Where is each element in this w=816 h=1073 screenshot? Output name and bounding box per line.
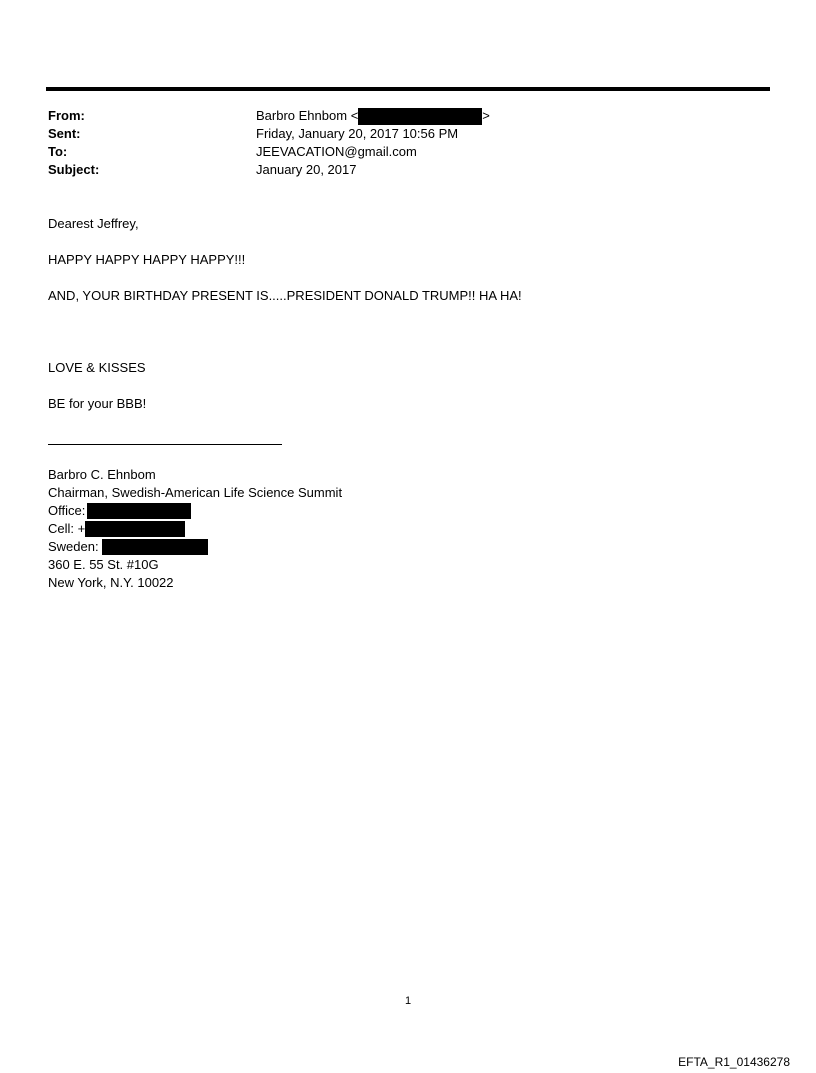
- from-open-bracket: <: [350, 108, 359, 123]
- signoff: BE for your BBB!: [48, 396, 147, 411]
- sweden-label: Sweden:: [48, 539, 99, 554]
- office-phone-redaction: [87, 503, 191, 519]
- to-label: To:: [48, 144, 68, 159]
- sent-value: Friday, January 20, 2017 10:56 PM: [256, 126, 459, 141]
- signature-office: [48, 503, 191, 519]
- from-close-bracket: >: [482, 108, 490, 123]
- signature-address-1: 360 E. 55 St. #10G: [48, 557, 159, 572]
- page-number: 1: [404, 995, 412, 1007]
- office-label: Office:: [48, 503, 86, 518]
- signature-rule: [48, 444, 282, 445]
- subject-value: January 20, 2017: [256, 162, 357, 177]
- header-rule: [46, 87, 770, 91]
- from-label: From:: [48, 108, 85, 123]
- cell-label: Cell:: [48, 521, 75, 536]
- body-line-1: HAPPY HAPPY HAPPY HAPPY!!!: [48, 252, 246, 267]
- signature-cell: [48, 521, 185, 537]
- from-email-redaction: [358, 108, 482, 125]
- signature-sweden: [48, 539, 208, 555]
- sweden-phone-redaction: [102, 539, 208, 555]
- document-id: EFTA_R1_01436278: [678, 1055, 790, 1069]
- to-value: JEEVACATION@gmail.com: [256, 144, 417, 159]
- cell-prefix: +: [77, 521, 86, 536]
- body-line-2: AND, YOUR BIRTHDAY PRESENT IS.....PRESIDENT DONALD TRUMP!! HA HA!: [48, 288, 522, 303]
- signature-title: Chairman, Swedish-American Life Science Summit: [48, 485, 343, 500]
- greeting: Dearest Jeffrey,: [48, 216, 139, 231]
- sent-label: Sent:: [48, 126, 81, 141]
- closing: LOVE & KISSES: [48, 360, 146, 375]
- from-name: Barbro Ehnbom: [256, 108, 348, 123]
- subject-label: Subject:: [48, 162, 100, 177]
- signature-name: Barbro C. Ehnbom: [48, 467, 156, 482]
- signature-address-2: New York, N.Y. 10022: [48, 575, 174, 590]
- from-value: [256, 108, 490, 125]
- cell-phone-redaction: [85, 521, 185, 537]
